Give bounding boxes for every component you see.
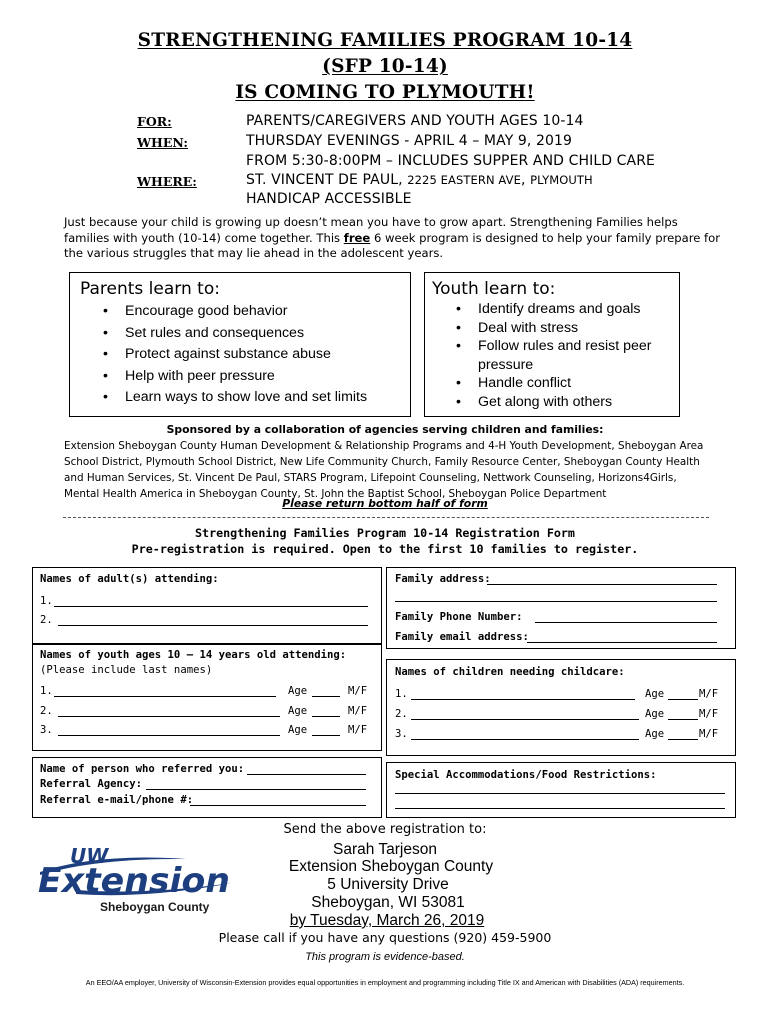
list-item: • Deal with stress	[456, 319, 651, 338]
youth-1-age-line[interactable]	[312, 696, 340, 697]
list-item: • Handle conflict	[456, 374, 651, 393]
youth-2-gender[interactable]: M/F	[348, 705, 368, 717]
adult-2-number: 2.	[40, 614, 53, 626]
youth-2-number: 2.	[40, 705, 53, 717]
referral-contact-label: Referral e-mail/phone #:	[40, 794, 194, 806]
childcare-label: Names of children needing childcare:	[395, 666, 625, 678]
family-address-line[interactable]	[487, 584, 717, 585]
family-phone-label: Family Phone Number:	[395, 611, 523, 623]
adult-2-line[interactable]	[58, 625, 368, 626]
youth-1-number: 1.	[40, 685, 53, 697]
page-title-line2: (SFP 10-14)	[322, 56, 448, 77]
where-value	[246, 172, 593, 188]
page-title-line1: STRENGTHENING FAMILIES PROGRAM 10-14	[137, 30, 633, 51]
adult-1-number: 1.	[40, 595, 53, 607]
evidence-note: This program is evidence-based.	[305, 951, 465, 963]
list-item: • Set rules and consequences	[103, 323, 367, 345]
referred-by-label: Name of person who referred you:	[40, 763, 245, 775]
childcare-2-gender[interactable]: M/F	[699, 708, 719, 720]
list-item-line2: pressure	[478, 356, 534, 373]
special-accommodations-line-2[interactable]	[395, 808, 725, 809]
youth-3-age-label: Age	[288, 724, 308, 736]
questions-line: Please call if you have any questions (920) 459-5900	[218, 930, 552, 945]
youth-3-age-line[interactable]	[312, 735, 340, 736]
send-to-org: Extension Sheboygan County	[288, 858, 494, 875]
footer-disclaimer: An EEO/AA employer, University of Wisconsin-Extension provides equal opportunities in employment and programming including Title IX and American with Disabilities (ADA) requirements.	[85, 978, 685, 987]
when-value-times: FROM 5:30-8:00PM – INCLUDES SUPPER AND CHILD CARE	[246, 153, 655, 169]
logo-uw-text: UW	[70, 845, 109, 868]
special-accommodations-line-1[interactable]	[395, 793, 725, 794]
logo-county-text: Sheboygan County	[100, 900, 210, 914]
form-title: Strengthening Families Program 10-14 Registration Form	[195, 526, 575, 540]
adults-label: Names of adult(s) attending:	[40, 573, 219, 585]
deadline-text: by Tuesday, March 26, 2019	[289, 912, 485, 929]
youth-2-age-label: Age	[288, 705, 308, 717]
youth-2-age-line[interactable]	[312, 716, 340, 717]
youth-1-age-label: Age	[288, 685, 308, 697]
page-title-line3: IS COMING TO PLYMOUTH!	[235, 82, 535, 103]
sponsors-list: Extension Sheboygan County Human Development & Relationship Programs and 4-H Youth Development, Sheboygan Area School District, Plymouth School District, New Life Community Church, Family Resource Center, Sheboygan County Health and Human Services, St. Vincent De Paul, STARS Program, Lifepoint Counseling, Nettwork Counseling, Horizons4Girls, Mental Health America in Sheboygan County, St. John the Baptist School, Sheboygan Police Department	[64, 440, 704, 500]
send-to-city: Sheboygan, WI 53081	[311, 894, 465, 911]
where-accessibility: HANDICAP ACCESSIBLE	[246, 191, 412, 207]
send-to-name: Sarah Tarjeson	[333, 841, 437, 858]
list-item: • Identify dreams and goals	[456, 300, 651, 319]
childcare-1-gender[interactable]: M/F	[699, 688, 719, 700]
childcare-2-number: 2.	[395, 708, 408, 720]
childcare-1-name-line[interactable]	[411, 699, 635, 700]
family-phone-line[interactable]	[535, 622, 717, 623]
referral-agency-line[interactable]	[146, 789, 366, 790]
send-to-street: 5 University Drive	[327, 876, 449, 893]
where-separator: ,	[520, 172, 531, 188]
referral-contact-line[interactable]	[190, 805, 366, 806]
where-label: WHERE:	[137, 174, 197, 189]
list-item: • Help with peer pressure	[103, 366, 367, 388]
childcare-2-age-line[interactable]	[668, 719, 698, 720]
youth-learn-list	[456, 300, 651, 411]
when-value-dates: THURSDAY EVENINGS - APRIL 4 – MAY 9, 2019	[246, 133, 573, 149]
special-accommodations-label: Special Accommodations/Food Restrictions:	[395, 769, 657, 781]
parents-learn-list	[103, 301, 367, 409]
where-venue: ST. VINCENT DE PAUL,	[246, 172, 408, 188]
list-item: • Get along with others	[456, 393, 651, 412]
intro-part1: Just because your child is growing up doesn’t mean you have to grow apart. Strengthening Families helps families with youth (10-14) come together. This	[64, 215, 678, 245]
form-subtitle: Pre-registration is required. Open to the first 10 families to register.	[131, 542, 639, 556]
family-address-label: Family address:	[395, 573, 491, 585]
youth-1-gender[interactable]: M/F	[348, 685, 368, 697]
childcare-1-age-line[interactable]	[668, 699, 698, 700]
childcare-1-age-label: Age	[645, 688, 665, 700]
logo-extension-text: Extension	[38, 861, 231, 901]
referred-by-line[interactable]	[247, 774, 366, 775]
childcare-3-age-label: Age	[645, 728, 665, 740]
list-item: • Learn ways to show love and set limits	[103, 387, 367, 409]
childcare-1-number: 1.	[395, 688, 408, 700]
childcare-2-name-line[interactable]	[411, 719, 639, 720]
where-address: 2225 EASTERN AVE	[407, 173, 521, 187]
uw-extension-logo	[36, 845, 236, 919]
intro-part2: 6 week program is designed to help your family prepare for the various struggles that may lie ahead in the adolescent years.	[64, 230, 720, 261]
list-item: • Encourage good behavior	[103, 301, 367, 323]
intro-paragraph	[64, 215, 724, 262]
youth-3-name-line[interactable]	[58, 735, 280, 736]
cut-line-divider	[63, 517, 709, 518]
list-item: • Protect against substance abuse	[103, 344, 367, 366]
youth-names-label: Names of youth ages 10 – 14 years old attending:	[40, 649, 347, 661]
parents-learn-title: Parents learn to:	[80, 279, 220, 299]
for-value: PARENTS/CAREGIVERS AND YOUTH AGES 10-14	[246, 113, 584, 129]
youth-names-note: (Please include last names)	[40, 664, 213, 676]
send-to-intro: Send the above registration to:	[283, 822, 487, 837]
sponsors-heading: Sponsored by a collaboration of agencies serving children and families:	[166, 423, 604, 436]
family-address-line-2[interactable]	[395, 601, 717, 602]
intro-free: free	[343, 230, 371, 245]
when-label: WHEN:	[137, 135, 188, 150]
youth-learn-title: Youth learn to:	[432, 279, 556, 299]
uw-extension-logo-graphic	[36, 845, 236, 919]
referral-agency-label: Referral Agency:	[40, 778, 143, 790]
childcare-3-gender[interactable]: M/F	[699, 728, 719, 740]
youth-3-number: 3.	[40, 724, 53, 736]
childcare-3-number: 3.	[395, 728, 408, 740]
list-item-line1: Follow rules and resist peer	[478, 338, 652, 354]
youth-3-gender[interactable]: M/F	[348, 724, 368, 736]
family-email-label: Family email address:	[395, 631, 529, 643]
return-note: Please return bottom half of form	[282, 497, 488, 510]
youth-2-name-line[interactable]	[58, 716, 280, 717]
childcare-3-name-line[interactable]	[411, 739, 639, 740]
childcare-2-age-label: Age	[645, 708, 665, 720]
adult-1-line[interactable]	[54, 606, 368, 607]
family-email-line[interactable]	[527, 642, 717, 643]
for-label: FOR:	[137, 114, 172, 129]
childcare-3-age-line[interactable]	[668, 739, 698, 740]
list-item	[456, 337, 651, 374]
youth-1-name-line[interactable]	[54, 696, 276, 697]
where-city: PLYMOUTH	[530, 173, 593, 187]
